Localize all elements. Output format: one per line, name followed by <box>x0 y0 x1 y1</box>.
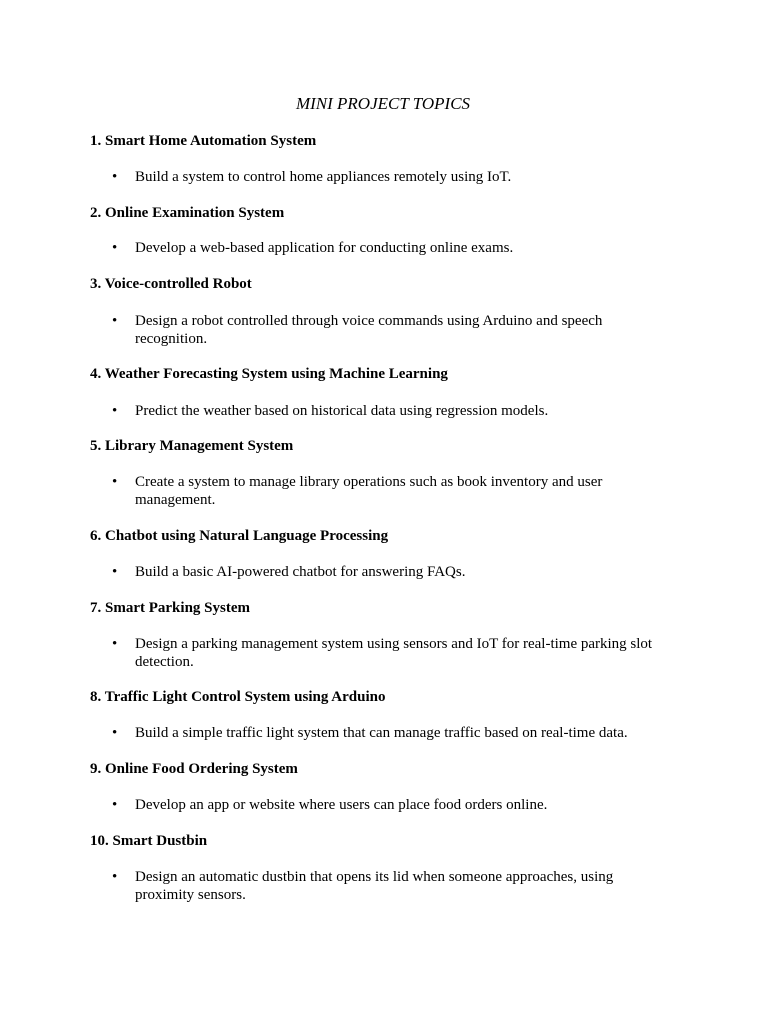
topic-heading: 5. Library Management System <box>90 438 294 454</box>
bullet-icon: • <box>112 240 118 256</box>
topic-description: Build a simple traffic light system that can manage traffic based on real-time data. <box>135 725 628 741</box>
bullet-icon: • <box>112 869 118 885</box>
bullet-icon: • <box>112 636 118 652</box>
topic-description: Predict the weather based on historical data using regression models. <box>135 403 549 419</box>
topic-heading: 1. Smart Home Automation System <box>90 133 317 149</box>
bullet-icon: • <box>112 403 118 419</box>
topic-heading: 8. Traffic Light Control System using Arduino <box>90 689 386 705</box>
document-title: MINI PROJECT TOPICS <box>295 94 471 113</box>
topic-heading: 7. Smart Parking System <box>90 600 250 616</box>
topic-description: Design a robot controlled through voice commands using Arduino and speech recognition. <box>135 313 603 347</box>
topic-heading: 3. Voice-controlled Robot <box>90 276 252 292</box>
topic-description: Build a basic AI-powered chatbot for answering FAQs. <box>135 564 466 580</box>
bullet-icon: • <box>112 169 118 185</box>
topic-heading: 2. Online Examination System <box>90 205 285 221</box>
topic-description: Develop an app or website where users can place food orders online. <box>135 797 548 813</box>
topic-description: Create a system to manage library operations such as book inventory and user management. <box>135 474 603 508</box>
topic-heading: 10. Smart Dustbin <box>90 833 208 849</box>
bullet-icon: • <box>112 564 118 580</box>
bullet-icon: • <box>112 797 118 813</box>
topic-description: Build a system to control home appliances remotely using IoT. <box>135 169 512 185</box>
topic-heading: 9. Online Food Ordering System <box>90 761 298 777</box>
topic-heading: 4. Weather Forecasting System using Machine Learning <box>90 366 448 382</box>
topic-description: Design an automatic dustbin that opens its lid when someone approaches, using proximity sensors. <box>135 869 614 903</box>
bullet-icon: • <box>112 725 118 741</box>
topic-description: Develop a web-based application for conducting online exams. <box>135 240 514 256</box>
topic-description: Design a parking management system using sensors and IoT for real-time parking slot detection. <box>135 636 653 670</box>
topic-heading: 6. Chatbot using Natural Language Processing <box>90 528 389 544</box>
bullet-icon: • <box>112 313 118 329</box>
bullet-icon: • <box>112 474 118 490</box>
